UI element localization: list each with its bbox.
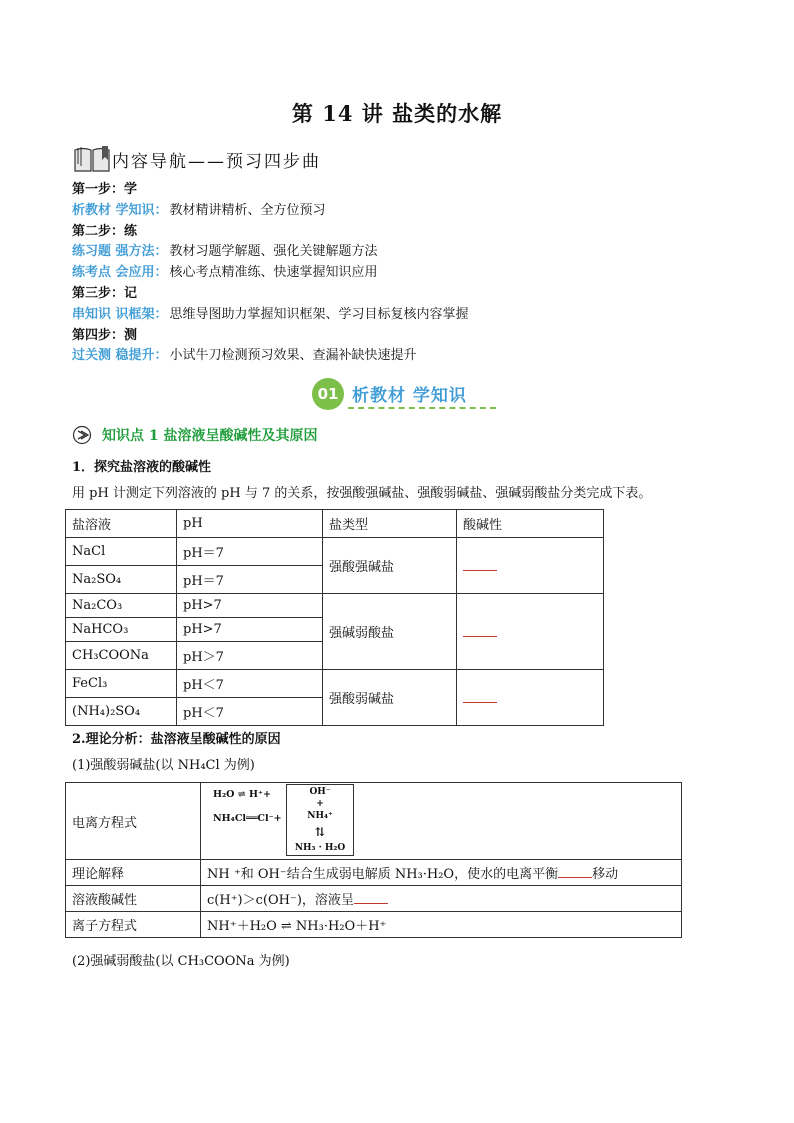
table-header: 盐类型 bbox=[323, 510, 457, 538]
answer-blank[interactable] bbox=[354, 892, 388, 904]
salt-cell: (NH₄)₂SO₄ bbox=[66, 698, 177, 726]
diagram-line-water: H₂O ⇌ H⁺+ bbox=[213, 789, 271, 800]
knowledge-point-title: 知识点 1 盐溶液呈酸碱性及其原因 bbox=[102, 428, 318, 444]
ionization-diagram-cell bbox=[201, 783, 682, 860]
diagram-equilibrium-arrow: ⇅ bbox=[314, 825, 326, 839]
arrow-circle-icon bbox=[72, 425, 92, 445]
analysis-table bbox=[65, 782, 682, 938]
answer-blank[interactable] bbox=[463, 693, 497, 703]
knowledge-point-heading bbox=[72, 424, 318, 446]
section-underline bbox=[348, 407, 496, 409]
paragraph-2: (1)强酸弱碱盐(以 NH₄Cl 为例) bbox=[72, 758, 255, 773]
acidity-cell bbox=[457, 670, 604, 726]
salt-cell: NaHCO₃ bbox=[66, 618, 177, 642]
row-label: 溶液酸碱性 bbox=[66, 886, 201, 912]
table-header: 盐溶液 bbox=[66, 510, 177, 538]
paragraph-3: (2)强碱弱酸盐(以 CH₃COONa 为例) bbox=[72, 954, 290, 969]
step-key: 过关测 稳提升： bbox=[72, 348, 168, 364]
step-2-heading: 第二步：练 bbox=[72, 223, 138, 239]
diagram-nh3h2o: NH₃ · H₂O bbox=[294, 843, 346, 853]
step-desc: 核心考点精准练、快速掌握知识应用 bbox=[169, 265, 378, 281]
step-item bbox=[72, 242, 632, 263]
ionic-equation-cell: NH⁺＋H₂O ⇌ NH₃·H₂O＋H⁺ bbox=[201, 912, 682, 938]
table-row bbox=[66, 912, 682, 938]
diagram-nh4: NH₄⁺ bbox=[307, 811, 333, 821]
paragraph-1: 用 pH 计测定下列溶液的 pH 与 7 的关系，按强酸强碱盐、强酸弱碱盐、强碱弱酸盐分类完成下表。 bbox=[72, 486, 652, 501]
nav-title: 内容导航——预习四步曲 bbox=[112, 151, 321, 172]
step-item bbox=[72, 346, 632, 367]
step-key: 练考点 会应用： bbox=[72, 265, 168, 281]
salt-type-cell: 强酸强碱盐 bbox=[323, 538, 457, 594]
step-desc: 思维导图助力掌握知识框架、学习目标复核内容掌握 bbox=[169, 306, 469, 322]
subheading-1: 1．探究盐溶液的酸碱性 bbox=[72, 460, 212, 475]
table-row bbox=[66, 783, 682, 860]
step-4-heading: 第四步：测 bbox=[72, 327, 138, 343]
row-label: 理论解释 bbox=[66, 860, 201, 886]
ionization-diagram bbox=[207, 783, 675, 859]
step-desc: 教材习题学解题、强化关键解题方法 bbox=[169, 244, 378, 260]
row-label: 离子方程式 bbox=[66, 912, 201, 938]
diagram-box bbox=[286, 784, 354, 856]
answer-blank[interactable] bbox=[558, 866, 592, 878]
salt-cell: Na₂SO₄ bbox=[66, 566, 177, 594]
step-key: 练习题 强方法： bbox=[72, 244, 168, 260]
acidity-cell bbox=[457, 538, 604, 594]
open-book-icon bbox=[72, 144, 112, 174]
salt-cell: NaCl bbox=[66, 538, 177, 566]
table-row bbox=[66, 860, 682, 886]
section-title: 析教材 学知识 bbox=[352, 386, 467, 406]
step-key: 析教材 学知识： bbox=[72, 202, 168, 218]
ph-cell: pH＞7 bbox=[177, 642, 323, 670]
salt-cell: CH₃COONa bbox=[66, 642, 177, 670]
step-key: 串知识 识框架： bbox=[72, 306, 168, 322]
ph-cell: pH＝7 bbox=[177, 566, 323, 594]
table-row bbox=[66, 594, 604, 618]
row-label: 电离方程式 bbox=[66, 783, 201, 860]
step-desc: 教材精讲精析、全方位预习 bbox=[169, 202, 326, 218]
table-row bbox=[66, 886, 682, 912]
page-title: 第 14 讲 盐类的水解 bbox=[291, 101, 503, 126]
ph-cell: pH＜7 bbox=[177, 670, 323, 698]
diagram-line-nh4cl: NH₄Cl══Cl⁻+ bbox=[213, 813, 282, 824]
salt-cell: Na₂CO₃ bbox=[66, 594, 177, 618]
table-header: 酸碱性 bbox=[457, 510, 604, 538]
table-header-row bbox=[66, 510, 604, 538]
acidity-cell bbox=[457, 594, 604, 670]
diagram-oh: OH⁻ bbox=[309, 787, 331, 797]
subheading-2: 2.理论分析：盐溶液呈酸碱性的原因 bbox=[72, 732, 281, 747]
acidity-cell bbox=[201, 886, 682, 912]
steps-list bbox=[72, 180, 632, 367]
theory-text: NH ⁺和 OH⁻结合生成弱电解质 NH₃·H₂O，使水的电离平衡 bbox=[207, 867, 559, 882]
ph-cell: pH＜7 bbox=[177, 698, 323, 726]
diagram-plus: + bbox=[316, 799, 324, 809]
ph-cell: pH>7 bbox=[177, 618, 323, 642]
table-header: pH bbox=[177, 510, 323, 538]
ph-cell: pH＝7 bbox=[177, 538, 323, 566]
step-3-heading: 第三步：记 bbox=[72, 285, 138, 301]
step-1-heading: 第一步：学 bbox=[72, 182, 138, 197]
salt-ph-table bbox=[65, 509, 604, 726]
section-badge bbox=[312, 377, 484, 411]
theory-text-end: 移动 bbox=[592, 867, 619, 882]
step-item bbox=[72, 263, 632, 284]
salt-type-cell: 强碱弱酸盐 bbox=[323, 594, 457, 670]
step-item bbox=[72, 201, 632, 222]
content-nav-header bbox=[72, 144, 321, 174]
theory-cell bbox=[201, 860, 682, 886]
salt-cell: FeCl₃ bbox=[66, 670, 177, 698]
table-row bbox=[66, 538, 604, 566]
ph-cell: pH>7 bbox=[177, 594, 323, 618]
section-number: 01 bbox=[312, 378, 344, 410]
step-item bbox=[72, 305, 632, 326]
answer-blank[interactable] bbox=[463, 561, 497, 571]
step-desc: 小试牛刀检测预习效果、查漏补缺快速提升 bbox=[169, 348, 417, 364]
table-row bbox=[66, 670, 604, 698]
acidity-text: c(H⁺)＞c(OH⁻)，溶液呈 bbox=[207, 893, 354, 908]
salt-type-cell: 强酸弱碱盐 bbox=[323, 670, 457, 726]
answer-blank[interactable] bbox=[463, 627, 497, 637]
